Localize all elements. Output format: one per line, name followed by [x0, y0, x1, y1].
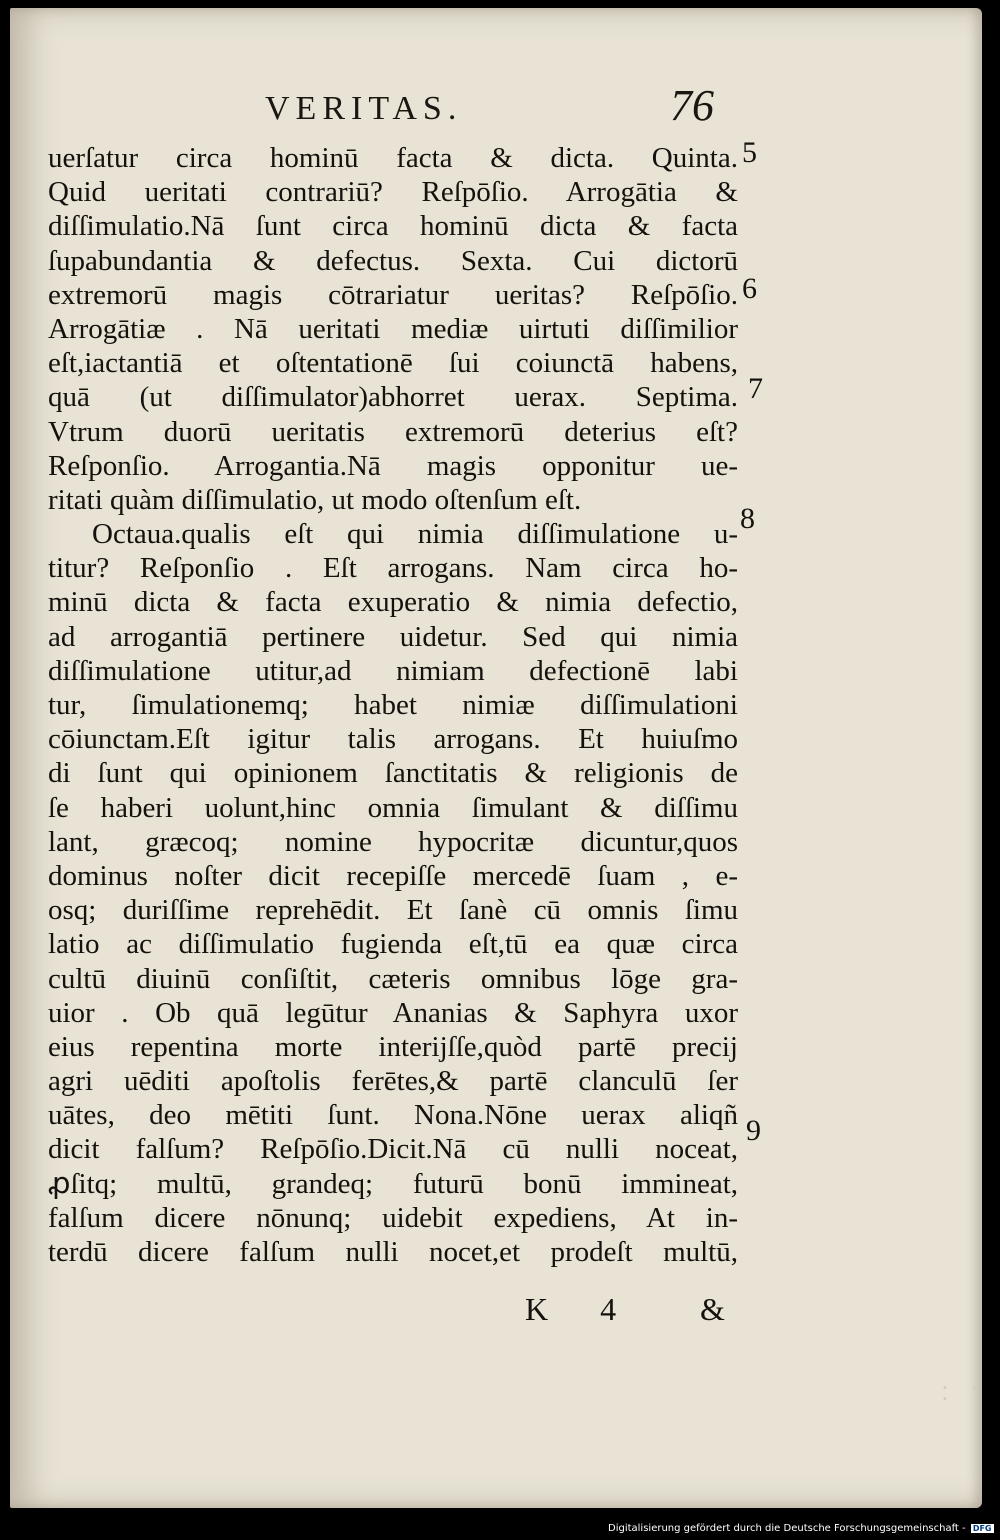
- text-line: ſe haberi uolunt,hinc omnia ſimulant & diſſimu: [48, 791, 738, 824]
- text-line: Reſponſio. Arrogantia.Nā magis opponitur ue-: [48, 449, 738, 482]
- margin-number: 7: [748, 372, 763, 405]
- text-line: ritati quàm diſſimulatio, ut modo oſtenſum eſt.: [48, 483, 582, 516]
- text-line: titur? Reſponſio . Eſt arrogans. Nam circa ho-: [48, 552, 738, 585]
- text-line: ſupabundantia & defectus. Sexta. Cui dictorū: [48, 244, 738, 277]
- text-line: dominus noſter dicit recepiſſe mercedē ſuam , e-: [48, 859, 738, 892]
- text-line: diſſimulatio.Nā ſunt circa hominū dicta & facta: [48, 210, 738, 243]
- text-line: Octaua.qualis eſt qui nimia diſſimulatione u-: [92, 518, 738, 551]
- book-page: [10, 8, 982, 1508]
- text-line: uior . Ob quā legūtur Ananias & Saphyra uxor: [48, 996, 738, 1029]
- margin-number: 6: [742, 272, 757, 305]
- text-line: Vtrum duorū ueritatis extremorū deterius eſt?: [48, 415, 738, 448]
- text-line: quā (ut diſſimulator)abhorret uerax. Septima.: [48, 381, 738, 414]
- text-line: eſt,iactantiā et oſtentationē ſui coiunctā habens,: [48, 347, 738, 380]
- text-line: di ſunt qui opinionem ſanctitatis & religionis de: [48, 757, 738, 790]
- text-line: Arrogātiæ . Nā ueritati mediæ uirtuti diſſimilior: [48, 312, 738, 345]
- digitization-credit: [608, 1523, 994, 1534]
- margin-number: 8: [740, 502, 755, 535]
- margin-number: 9: [746, 1114, 761, 1147]
- text-line: tur, ſimulationemq; habet nimiæ diſſimulationi: [48, 689, 738, 721]
- text-line: cultū diuinū conſiſtit, cæteris omnibus lōge gra-: [48, 962, 738, 995]
- text-line: falſum dicere nōnunq; uidebit expediens, At in-: [48, 1201, 738, 1234]
- text-line: agri uēditi apoſtolis ferētes,& partē clanculū ſer: [48, 1065, 738, 1098]
- running-title: VERITAS.: [265, 90, 463, 127]
- signature-mark: K 4: [525, 1291, 639, 1327]
- text-line: ad arrogantiā pertinere uidetur. Sed qui nimia: [48, 620, 738, 653]
- body-text: [48, 141, 738, 1269]
- text-line: uātes, deo mētiti ſunt. Nona.Nōne uerax aliqñ: [48, 1099, 738, 1132]
- text-line: ꝓſitq; multū, grandeq; futurū bonū immineat,: [48, 1167, 738, 1200]
- dfg-logo: DFG: [972, 1523, 992, 1533]
- text-line: eius repentina morte interijſſe,quòd partē precij: [48, 1030, 738, 1063]
- edge-specks: • • •: [942, 1383, 987, 1405]
- folio-number: 76: [670, 81, 714, 130]
- text-line: cōiunctam.Eſt igitur talis arrogans. Et huiuſmo: [48, 723, 738, 756]
- text-line: terdū dicere falſum nulli nocet,et prodeſt multū,: [48, 1236, 738, 1268]
- text-line: Quid ueritati contrariū? Reſpōſio. Arrogātia &: [48, 176, 738, 209]
- text-line: diſſimulatione utitur,ad nimiam defectionē labi: [48, 654, 738, 687]
- credit-text: Digitalisierung gefördert durch die Deutsche Forschungsgemeinschaft -: [608, 1523, 966, 1534]
- catchword: &: [700, 1291, 725, 1327]
- text-line: extremorū magis cōtrariatur ueritas? Reſpōſio.: [48, 278, 738, 311]
- text-line: latio ac diſſimulatio fugienda eſt,tū ea quæ circa: [48, 928, 738, 961]
- margin-number: 5: [742, 136, 757, 169]
- text-line: osq; duriſſime reprehēdit. Et ſanè cū omnis ſimu: [48, 894, 738, 927]
- text-line: dicit falſum? Reſpōſio.Dicit.Nā cū nulli noceat,: [48, 1133, 738, 1166]
- text-line: minū dicta & facta exuperatio & nimia defectio,: [48, 586, 738, 619]
- text-line: uerſatur circa hominū facta & dicta. Quinta.: [48, 142, 738, 174]
- text-line: lant, græcoq; nomine hypocritæ dicuntur,quos: [48, 825, 738, 858]
